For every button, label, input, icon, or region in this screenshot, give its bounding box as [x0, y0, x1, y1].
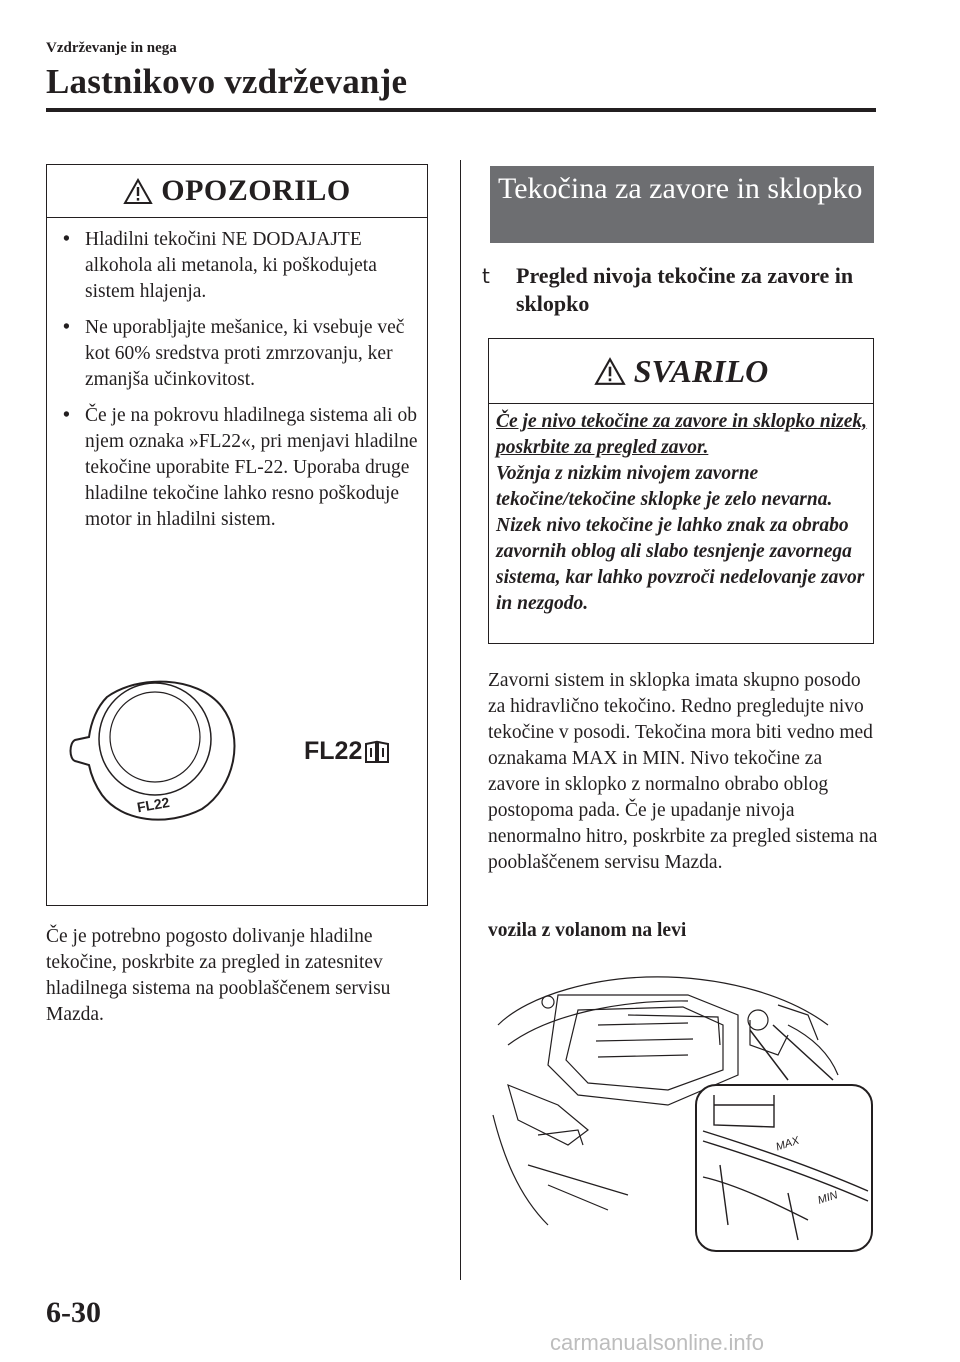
watermark: carmanualsonline.info — [550, 1330, 765, 1355]
radiator-cap-illustration — [67, 677, 247, 827]
subhead-text: Pregled nivoja tekočine za zavore in sklopko — [516, 263, 854, 316]
warning-header — [47, 165, 427, 218]
warning-triangle-icon — [594, 357, 626, 386]
warning-item — [61, 315, 419, 393]
section-label: Vzdrževanje in nega — [46, 40, 177, 56]
bullet: • — [63, 317, 70, 338]
engine-bay-illustration — [488, 955, 876, 1255]
warning-list — [61, 227, 419, 543]
lhd-subtitle: vozila z volanom na levi — [488, 920, 687, 941]
section-banner: Tekočina za zavore in sklopko — [490, 166, 874, 243]
min-label: MIN — [816, 1189, 840, 1207]
warning-item-text: Če je na pokrovu hladilnega sistema ali ob njem oznaka »FL22«, pri menjavi hladilne tekočine uporabite FL-22. Uporaba druge hladilne tekočine lahko resno poškoduje motor in hladilni sistem. — [85, 405, 418, 530]
caution-underlined-text: Če je nivo tekočine za zavore in sklopko nizek, poskrbite za pregled zavor. — [496, 411, 868, 458]
warning-item — [61, 227, 419, 305]
warning-box — [46, 164, 428, 906]
coolant-refill-paragraph: Če je potrebno pogosto dolivanje hladilne tekočine, poskrbite za pregled in zatesnitev hladilnega sistema na pooblaščenem servisu Mazda. — [46, 926, 391, 1025]
page-number: 6-30 — [46, 1296, 101, 1329]
column-divider — [460, 160, 461, 1280]
max-label: MAX — [774, 1134, 801, 1154]
subhead-marker: t — [482, 264, 490, 288]
warning-item — [61, 403, 419, 533]
caution-box — [488, 338, 874, 644]
caution-text: Vožnja z nizkim nivojem zavorne tekočine/tekočine sklopke je zelo nevarna. Nizek nivo tekočine je lahko znak za obrabo zavornih oblog ali slabo tesnjenje zavornega sistema, kar lahko povzroči nedelovanje zavor in nezgodo. — [496, 463, 865, 614]
caution-title: SVARILO — [633, 352, 769, 389]
header-rule — [46, 108, 876, 112]
caution-body — [496, 409, 868, 617]
warning-title: OPOZORILO — [161, 174, 351, 207]
cap-label: FL22 — [135, 793, 171, 816]
brake-fluid-paragraph: Zavorni sistem in sklopka imata skupno posodo za hidravlično tekočino. Redno pregledujte nivo tekočine v posodi. Tekočina mora biti vedno med oznakama MAX in MIN. Nivo tekočine za zavore in sklopko z normalno obrabo oblog postopoma pada. Če je upadanje nivoja nenormalno hitro, poskrbite za pregled sistema na pooblaščenem servisu Mazda. — [488, 670, 878, 873]
warning-item-text: Ne uporabljajte mešanice, ki vsebuje več kot 60% sredstva proti zmrzovanju, ker zmanjša učinkovitost. — [85, 317, 405, 390]
caution-header — [489, 339, 873, 404]
bullet: • — [63, 229, 70, 250]
fl22-badge — [304, 737, 390, 766]
warning-triangle-icon — [123, 178, 153, 205]
manual-book-icon — [364, 740, 390, 764]
chapter-title: Lastnikovo vzdrževanje — [46, 62, 408, 101]
warning-item-text: Hladilni tekočini NE DODAJAJTE alkohola ali metanola, ki poškodujeta sistem hlajenja. — [85, 229, 377, 302]
bullet: • — [63, 405, 70, 426]
fl22-badge-label: FL22 — [304, 737, 363, 765]
